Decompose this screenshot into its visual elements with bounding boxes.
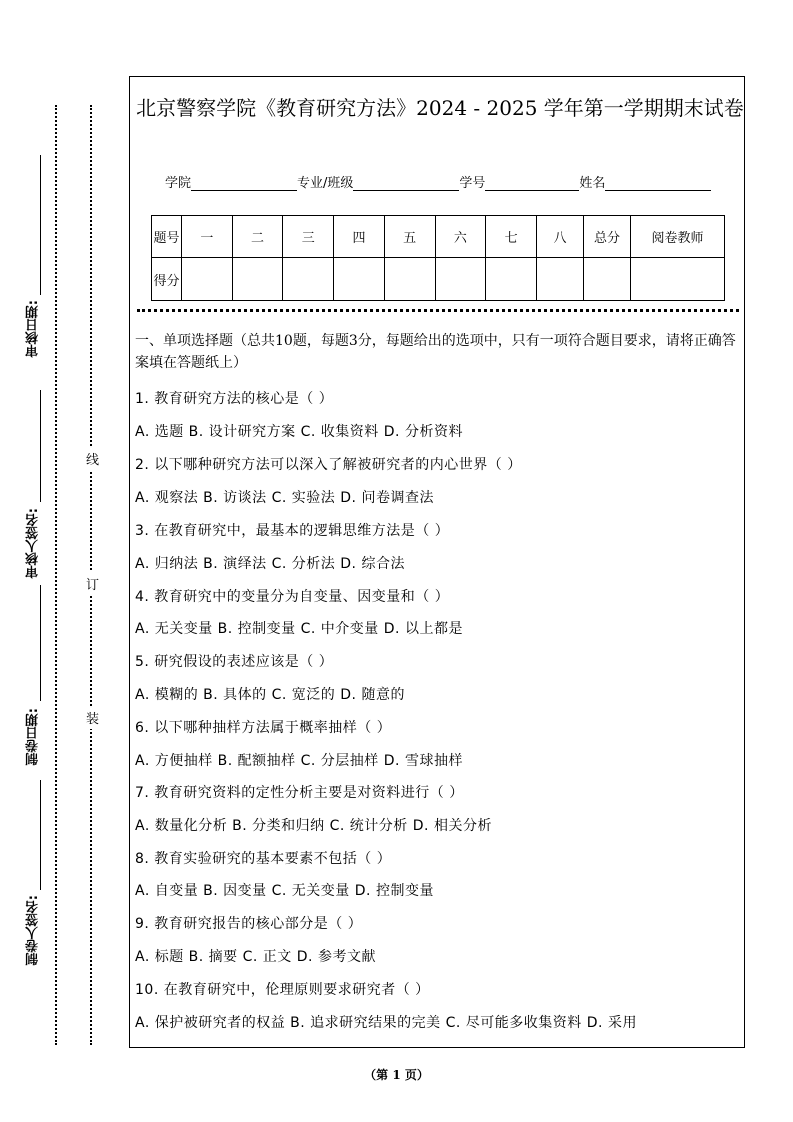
score-col-total: 总分	[584, 216, 631, 258]
options-6: A. 方便抽样 B. 配额抽样 C. 分层抽样 D. 雪球抽样	[135, 753, 463, 769]
question-7: 7. 教育研究资料的定性分析主要是对资料进行（ ）	[135, 785, 464, 801]
student-id-field[interactable]	[485, 176, 579, 191]
make-date-line	[40, 585, 41, 701]
score-col-8: 八	[537, 216, 584, 258]
major-label: 专业/班级	[297, 176, 354, 191]
reviewer-sign-line	[40, 390, 41, 502]
options-7: A. 数量化分析 B. 分类和归纳 C. 统计分析 D. 相关分析	[135, 818, 492, 834]
binding-char-xian: 线	[86, 447, 99, 470]
question-3: 3. 在教育研究中，最基本的逻辑思维方法是（ ）	[135, 523, 450, 539]
options-9: A. 标题 B. 摘要 C. 正文 D. 参考文献	[135, 949, 376, 965]
reviewer-sign-label: 审核人签名:	[26, 508, 41, 579]
options-8: A. 自变量 B. 因变量 C. 无关变量 D. 控制变量	[135, 883, 434, 899]
score-col-grader: 阅卷教师	[631, 216, 725, 258]
score-col-5: 五	[384, 216, 435, 258]
name-label: 姓名	[579, 176, 606, 191]
options-10: A. 保护被研究者的权益 B. 追求研究结果的完美 C. 尽可能多收集资料 D. 采用	[135, 1015, 637, 1031]
make-date-label: 制卷日期:	[26, 708, 41, 766]
binding-char-ding: 订	[86, 572, 99, 595]
question-number-header: 题号	[152, 216, 182, 258]
score-cell[interactable]	[435, 258, 486, 301]
maker-sign-label: 制卷人签名:	[26, 895, 41, 966]
score-cell[interactable]	[232, 258, 283, 301]
score-cell[interactable]	[537, 258, 584, 301]
score-cell[interactable]	[283, 258, 334, 301]
score-cell-total[interactable]	[584, 258, 631, 301]
college-field[interactable]	[191, 176, 297, 191]
question-5: 5. 研究假设的表述应该是（ ）	[135, 654, 334, 670]
score-cell[interactable]	[182, 258, 233, 301]
score-cell[interactable]	[384, 258, 435, 301]
options-1: A. 选题 B. 设计研究方案 C. 收集资料 D. 分析资料	[135, 424, 463, 440]
header-separator	[137, 309, 739, 312]
student-id-label: 学号	[459, 176, 486, 191]
score-col-2: 二	[232, 216, 283, 258]
name-field[interactable]	[605, 176, 711, 191]
binding-char-zhuang: 装	[86, 706, 99, 729]
options-5: A. 模糊的 B. 具体的 C. 宽泛的 D. 随意的	[135, 687, 405, 703]
options-3: A. 归纳法 B. 演绎法 C. 分析法 D. 综合法	[135, 556, 405, 572]
exam-title: 北京警察学院《教育研究方法》2024 - 2025 学年第一学期期末试卷	[136, 96, 744, 120]
major-class-field[interactable]	[353, 176, 459, 191]
page-number: （第 1 页）	[364, 1068, 429, 1082]
score-col-7: 七	[486, 216, 537, 258]
question-10: 10. 在教育研究中，伦理原则要求研究者（ ）	[135, 982, 430, 998]
score-col-6: 六	[435, 216, 486, 258]
options-4: A. 无关变量 B. 控制变量 C. 中介变量 D. 以上都是	[135, 621, 463, 637]
maker-sign-line	[40, 780, 41, 890]
question-9: 9. 教育研究报告的核心部分是（ ）	[135, 916, 363, 932]
question-2: 2. 以下哪种研究方法可以深入了解被研究者的内心世界（ ）	[135, 457, 522, 473]
score-cell[interactable]	[334, 258, 385, 301]
college-label: 学院	[165, 176, 192, 191]
section-1-instructions: 一、单项选择题（总共10题，每题3分，每题给出的选项中，只有一项符合题目要求，请将正确答案填在答题纸上）	[135, 333, 736, 371]
outer-dotted-line	[55, 105, 57, 1045]
question-1: 1. 教育研究方法的核心是（ ）	[135, 391, 334, 407]
options-2: A. 观察法 B. 访谈法 C. 实验法 D. 问卷调查法	[135, 490, 434, 506]
score-col-4: 四	[334, 216, 385, 258]
score-col-1: 一	[182, 216, 233, 258]
score-cell-grader[interactable]	[631, 258, 725, 301]
review-date-line	[40, 155, 41, 295]
score-col-3: 三	[283, 216, 334, 258]
score-row-header: 得分	[152, 258, 182, 301]
question-8: 8. 教育实验研究的基本要素不包括（ ）	[135, 851, 392, 867]
student-info-row	[165, 172, 711, 191]
score-table	[151, 215, 725, 301]
question-4: 4. 教育研究中的变量分为自变量、因变量和（ ）	[135, 589, 450, 605]
score-cell[interactable]	[486, 258, 537, 301]
review-date-label: 审核日期:	[26, 300, 41, 358]
question-6: 6. 以下哪种抽样方法属于概率抽样（ ）	[135, 720, 392, 736]
